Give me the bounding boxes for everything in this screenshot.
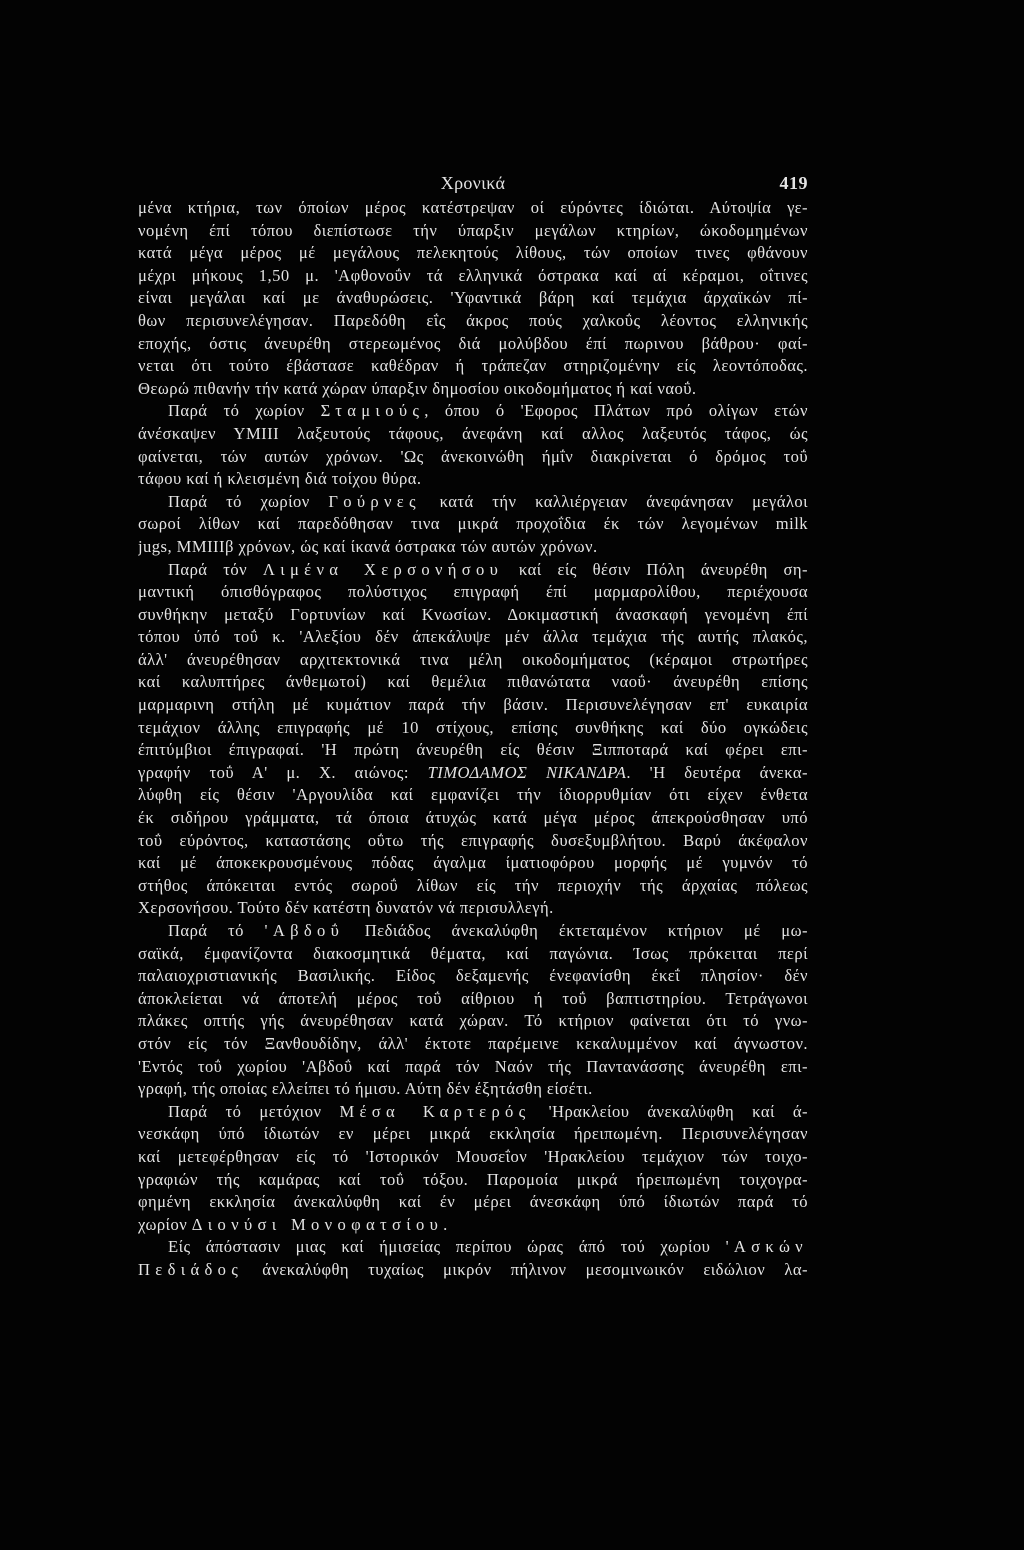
paragraph xyxy=(138,559,808,921)
text-segment: καί καλυπτήρες άνθεμωτοί) καί θεμέλια πιθανώτατα ναοΰ· άνευρέθη επίσης xyxy=(138,672,808,692)
text-segment: παλαιοχριστιανικής Βασιλικής. Είδος δεξαμενής ένεφανίσθη έκεΐ πλησίον· δέν xyxy=(138,966,808,986)
text-line xyxy=(138,423,808,446)
text-segment: Παρά τόν xyxy=(168,559,263,579)
text-line xyxy=(138,446,808,469)
body-text xyxy=(138,197,808,1282)
text-line xyxy=(138,604,808,627)
text-segment: γραφήν τοΰ Α' μ. Χ. αιώνος: xyxy=(138,762,428,782)
text-line xyxy=(138,491,808,514)
text-segment: γραφιών τής καμάρας καί τοΰ τόξου. Παρομοία μικρά ήρειπωμένη τοιχογρα- xyxy=(138,1169,808,1189)
text-line xyxy=(138,242,808,265)
text-segment: Χερσονήσου. Τούτο δέν κατέστη δυνατόν νά περισυλλεγή. xyxy=(138,898,554,918)
text-segment: νεσκάφη ύπό ίδιωτών εν μέρει μικρά εκκλησία ήρειπωμένη. Περισυνελέγησαν xyxy=(138,1124,808,1144)
text-line xyxy=(138,378,808,401)
text-segment: jugs, ΜΜΙΙΙβ χρόνων, ώς καί ίκανά όστρακα τών αυτών χρόνων. xyxy=(138,536,598,556)
text-segment: θων περισυνελέγησαν. Παρεδόθη εΐς άκρος πούς χαλκοΰς λέοντος ελληνικής xyxy=(138,310,808,330)
text-segment: Παρά τό xyxy=(168,921,265,940)
text-line xyxy=(138,1236,808,1259)
text-line xyxy=(138,1214,808,1237)
text-line xyxy=(138,807,808,830)
text-segment: Παρά τό χωρίον xyxy=(168,491,329,511)
text-line xyxy=(138,830,808,853)
text-segment: άποκλείεται νά άποτελή μέρος τοΰ αίθριου ή τοΰ βαπτιστηρίου. Τετράγωνοι xyxy=(138,988,808,1008)
text-line xyxy=(138,1169,808,1192)
text-segment: μαρμαρινη στήλη μέ κυμάτιον παρά τήν βάσιν. Περισυνελέγησαν επ' ευκαιρία xyxy=(138,695,808,715)
text-segment: καί μέ άποκεκρουσμένους πόδας άγαλμα ίματιοφόρου μορφής μέ γυμνόν τό xyxy=(138,853,808,873)
text-segment: χωρίον xyxy=(138,1214,192,1234)
text-segment: φημένη εκκλησία άνεκαλύφθη καί έν μέρει άνεσκάφη ύπό ίδιωτών παρά τό xyxy=(138,1192,808,1212)
text-segment: 'Ηρακλείου άνεκαλύφθη καί ά- xyxy=(530,1101,808,1121)
text-line xyxy=(138,852,808,875)
text-line xyxy=(138,1056,808,1079)
text-segment: γραφή, τής οποίας ελλείπει τό ήμισυ. Αύτη δέν έξητάσθη είσέτι. xyxy=(138,1079,593,1099)
emphasized-text: Πεδιάδος xyxy=(138,1259,244,1279)
text-line xyxy=(138,1101,808,1124)
text-line xyxy=(138,671,808,694)
text-line xyxy=(138,875,808,898)
text-segment: , όπου ό 'Εφορος Πλάτων πρό ολίγων ετών xyxy=(424,401,808,421)
text-segment: . 'Η δευτέρα άνεκα- xyxy=(626,762,808,782)
text-segment: κατά μέγα μέρος μέ μεγάλους πελεκητούς λίθους, τών οποίων τινες φθάνουν xyxy=(138,243,808,263)
text-segment: άνέσκαψεν ΥΜΙΙΙ λαξευτούς τάφους, άνεφάνη καί αλλος λαξευτός τάφος, ώς xyxy=(138,423,808,443)
text-line xyxy=(138,988,808,1011)
text-line xyxy=(138,762,808,785)
running-header xyxy=(138,171,808,195)
text-segment: συνθήκην μεταξύ Γορτυνίων καί Κνωσίων. Δοκιμαστική άνασκαφή γενομένη έπί xyxy=(138,604,808,624)
emphasized-text: Λιμένα Χερσονήσου xyxy=(262,559,504,579)
text-line xyxy=(138,513,808,536)
text-line xyxy=(138,197,808,220)
text-line xyxy=(138,784,808,807)
text-segment: έπιτύμβιοι έπιγραφαί. 'Η πρώτη άνευρέθη είς θέσιν Ξιπποταρά καί φέρει επι- xyxy=(138,740,808,760)
text-line xyxy=(138,1010,808,1033)
text-line xyxy=(138,400,808,423)
paragraph xyxy=(138,197,808,400)
text-line xyxy=(138,220,808,243)
emphasized-text: Γούρνες xyxy=(328,491,421,511)
emphasized-text: Σταμιούς xyxy=(320,401,425,421)
text-segment: καί είς θέσιν Πόλη άνευρέθη ση- xyxy=(503,559,808,579)
text-line xyxy=(138,1146,808,1169)
text-line xyxy=(138,694,808,717)
text-segment: μένα κτήρια, των όποίων μέρος κατέστρεψαν οί εύρόντες ίδιώται. Αύτοψία γε- xyxy=(138,198,808,217)
emphasized-text: 'Αβδοΰ xyxy=(264,921,345,940)
text-segment: πλάκες οπτής γής άνευρέθησαν κατά χώραν. Τό κτήριον φαίνεται ότι τό γνω- xyxy=(138,1011,808,1031)
text-segment: Παρά τό χωρίον xyxy=(168,401,321,421)
text-segment: νεται ότι τούτο έβάστασε καθέδραν ή τράπεζαν στηριζομένην είς λεοντόποδας. xyxy=(138,356,808,376)
text-segment: μαντική όπισθόγραφος πολύστιχος επιγραφή έπί μαρμαρολίθου, περιέχουσα xyxy=(138,582,808,602)
text-segment: Θεωρώ πιθανήν τήν κατά χώραν ύπαρξιν δημοσίου οικοδομήματος ή καί ναοΰ. xyxy=(138,378,697,398)
text-line xyxy=(138,468,808,491)
paragraph xyxy=(138,1101,808,1237)
text-line xyxy=(138,1033,808,1056)
text-segment: άλλ' άνευρέθησαν αρχιτεκτονικά τινα μέλη οικοδομήματος (κέραμοι στρωτήρες xyxy=(138,649,808,669)
text-line xyxy=(138,920,808,943)
italic-text: ΤΙΜΟΔΑΜΟΣ ΝΙΚΑΝΔΡΑ xyxy=(427,762,627,782)
text-segment: σωροί λίθων καί παρεδόθησαν τινα μικρά προχοΐδια έκ τών λεγομένων milk xyxy=(138,514,808,534)
text-line xyxy=(138,1191,808,1214)
emphasized-text: Διονύσι Μονοφατσίου xyxy=(191,1214,444,1234)
text-line xyxy=(138,333,808,356)
text-line xyxy=(138,717,808,740)
text-line xyxy=(138,965,808,988)
text-line xyxy=(138,355,808,378)
text-line xyxy=(138,536,808,559)
text-segment: έκ σιδήρου γράμματα, τά όποια άτυχώς κατά μέγα μέρος άπεκρούσθησαν υπό xyxy=(138,808,808,828)
text-segment: εποχής, όστις άνευρέθη στερεωμένος διά μολύβδου έπί πωρινου βάθρου· φαί- xyxy=(138,333,808,353)
paragraph xyxy=(138,1236,808,1281)
text-segment: στόν είς τόν Ξανθουδίδην, άλλ' έκτοτε παρέμεινε κεκαλυμμένον καί άγνωστον. xyxy=(138,1033,808,1053)
text-segment: κατά τήν καλλιέργειαν άνεφάνησαν μεγάλοι xyxy=(420,491,808,511)
text-line xyxy=(138,1259,808,1282)
text-segment: Παρά τό μετόχιον xyxy=(168,1101,340,1121)
text-line xyxy=(138,265,808,288)
text-line xyxy=(138,559,808,582)
paragraph xyxy=(138,400,808,490)
text-segment: τοΰ εύρόντος, καταστάσης οΰτω τής επιγραφής δυσεξυμβλήτου. Βαρύ άκέφαλον xyxy=(138,830,808,850)
text-segment: 'Εντός τοΰ χωρίου 'Αβδοΰ καί παρά τόν Ναόν τής Παντανάσσης άνευρέθη επι- xyxy=(138,1056,808,1076)
text-segment: . xyxy=(443,1214,448,1234)
paragraph xyxy=(138,491,808,559)
text-segment: φαίνεται, τών αυτών χρόνων. 'Ως άνεκοινώθη ήμΐν διακρίνεται ό δρόμος τοΰ xyxy=(138,446,808,466)
running-title: Χρονικά xyxy=(440,173,506,193)
text-line xyxy=(138,1078,808,1101)
text-segment: είναι μεγάλαι καί με άναθυρώσεις. 'Υφαντικά βάρη καί τεμάχια άρχαϊκών πί- xyxy=(138,288,808,308)
text-segment: λύφθη είς θέσιν 'Αργουλίδα καί εμφανίζει τήν ίδιορρυθμίαν ότι είχεν ένθετα xyxy=(138,785,808,805)
text-segment: μέχρι μήκους 1,50 μ. 'Αφθονοΰν τά ελληνικά όστρακα καί αί κέραμοι, οΐτινες xyxy=(138,265,808,285)
text-segment: σαϊκά, έμφανίζοντα διακοσμητικά θέματα, καί παγώνια. Ίσως πρόκειται περί xyxy=(138,943,808,963)
text-line xyxy=(138,943,808,966)
text-segment: Πεδιάδος άνεκαλύφθη έκτεταμένον κτήριον μέ μω- xyxy=(344,921,808,940)
text-segment: καί μετεφέρθησαν είς τό 'Ιστορικόν Μουσεΐον 'Ηρακλείου τεμάχιον τών τοιχο- xyxy=(138,1146,808,1166)
text-segment: στήθος άπόκειται εντός σωροΰ λίθων είς τήν περιοχήν τής άρχαίας πόλεως xyxy=(138,875,808,895)
text-line xyxy=(138,310,808,333)
paragraph xyxy=(138,920,808,1101)
text-segment: τόπου ύπό τοΰ κ. 'Αλεξίου δέν άπεκάλυψε μέν άλλα τεμάχια τής αυτής πλακός, xyxy=(138,627,808,647)
text-line xyxy=(138,581,808,604)
emphasized-text: 'Ασκών xyxy=(725,1237,808,1257)
text-line xyxy=(138,649,808,672)
text-line xyxy=(138,287,808,310)
text-line xyxy=(138,1123,808,1146)
page-number: 419 xyxy=(779,173,808,193)
text-segment: νομένη έπί τόπου διεπίστωσε τήν ύπαρξιν μεγάλων κτηρίων, ώκοδομημένων xyxy=(138,220,808,240)
text-segment: Είς άπόστασιν μιας καί ήμισείας περίπου ώρας άπό τού χωρίου xyxy=(168,1237,726,1257)
text-segment: άνεκαλύφθη τυχαίως μικρόν πήλινον μεσομινωικόν ειδώλιον λα- xyxy=(243,1259,808,1279)
text-segment: τάφου καί ή κλεισμένη διά τοίχου θύρα. xyxy=(138,469,422,489)
text-segment: τεμάχιον άλλης επιγραφής μέ 10 στίχους, επίσης συνθήκης καί δύο ογκώδεις xyxy=(138,717,808,737)
text-line xyxy=(138,739,808,762)
text-line xyxy=(138,626,808,649)
emphasized-text: Μέσα Καρτερός xyxy=(339,1101,531,1121)
text-line xyxy=(138,897,808,920)
